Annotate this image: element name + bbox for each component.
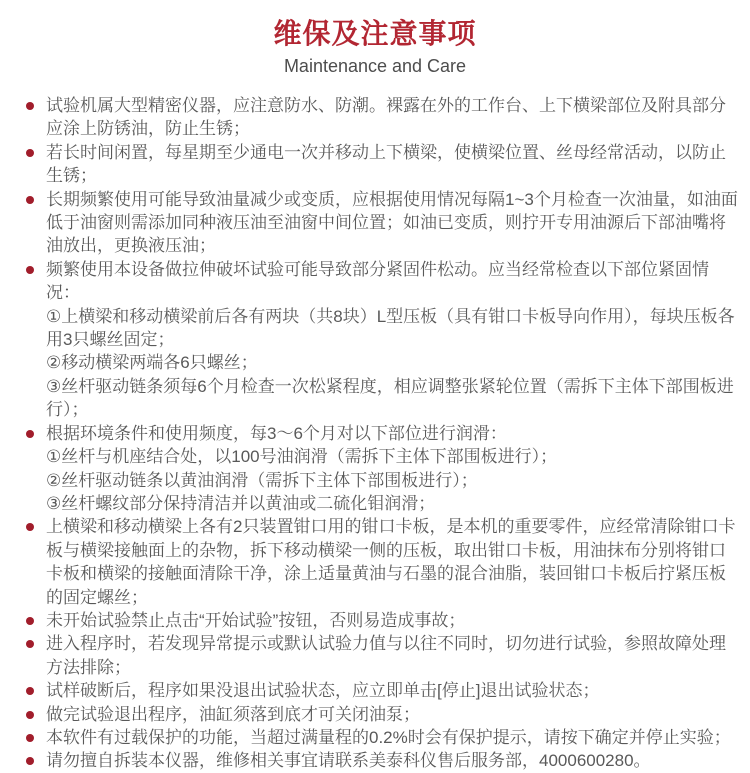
bullet-icon <box>26 617 34 625</box>
item-text <box>46 609 738 632</box>
page-subtitle: Maintenance and Care <box>283 56 467 76</box>
item-paragraph: ②移动横梁两端各6只螺丝； <box>46 353 258 373</box>
bullet-icon <box>26 757 34 765</box>
list-item <box>0 515 738 609</box>
item-text <box>46 94 738 141</box>
bullet-icon <box>26 430 34 438</box>
bullet-icon <box>26 687 34 695</box>
list-item <box>0 422 738 516</box>
item-paragraph: 频繁使用本设备做拉伸破坏试验可能导致部分紧固件松动。应当经常检查以下部位紧固情况： <box>46 259 709 303</box>
bullet-icon <box>26 102 34 110</box>
item-paragraph: 请勿擅自拆装本仪器，维修相关事宜请联系美泰科仪售后服务部，4000600280。 <box>46 751 651 771</box>
bullet-icon <box>26 266 34 274</box>
maintenance-list <box>0 94 750 773</box>
item-paragraph: ③丝杆驱动链条须每6个月检查一次松紧程度，相应调整张紧轮位置（需拆下主体下部围板进行）； <box>46 376 734 420</box>
item-text <box>46 515 738 609</box>
bullet-icon <box>26 734 34 742</box>
list-item <box>0 609 738 632</box>
item-text <box>46 703 738 726</box>
item-text <box>46 422 738 516</box>
item-paragraph: ①丝杆与机座结合处，以100号油润滑（需拆下主体下部围板进行）； <box>46 447 558 467</box>
item-paragraph: ①上横梁和移动横梁前后各有两块（共8块）L型压板（具有钳口卡板导向作用），每块压板各用3只螺丝固定； <box>46 306 735 350</box>
item-paragraph: 试验机属大型精密仪器，应注意防水、防潮。裸露在外的工作台、上下横梁部位及附具部分应涂上防锈油，防止生锈； <box>46 96 726 139</box>
list-item <box>0 94 738 141</box>
list-item <box>0 258 738 422</box>
page-title: 维保及注意事项 <box>273 18 477 49</box>
list-item <box>0 726 738 749</box>
item-paragraph: 进入程序时，若发现异常提示或默认试验力值与以往不同时，切勿进行试验，参照故障处理方法排除； <box>46 634 726 677</box>
item-paragraph: ③丝杆螺纹部分保持清洁并以黄油或二硫化钼润滑； <box>46 493 436 513</box>
item-text <box>46 749 738 772</box>
item-text <box>46 632 738 679</box>
list-item <box>0 749 738 772</box>
item-text <box>46 258 738 422</box>
item-text <box>46 679 738 702</box>
item-text <box>46 141 738 188</box>
bullet-icon <box>26 640 34 648</box>
bullet-icon <box>26 196 34 204</box>
item-paragraph: ②丝杆驱动链条以黄油润滑（需拆下主体下部围板进行）； <box>46 470 478 490</box>
item-paragraph: 若长时间闲置，每星期至少通电一次并移动上下横梁，使横梁位置、丝母经常活动，以防止生锈； <box>46 142 726 186</box>
item-paragraph: 试样破断后，程序如果没退出试验状态，应立即单击[停止]退出试验状态； <box>46 681 600 701</box>
item-paragraph: 根据环境条件和使用频度，每3～6个月对以下部位进行润滑： <box>46 423 507 443</box>
list-item <box>0 188 738 258</box>
item-text <box>46 726 738 749</box>
bullet-icon <box>26 149 34 157</box>
list-item <box>0 141 738 188</box>
item-text <box>46 188 738 258</box>
item-paragraph: 长期频繁使用可能导致油量减少或变质，应根据使用情况每隔1~3个月检查一次油量，如油面低于油窗则需添加同种液压油至油窗中间位置；如油已变质，则拧开专用油源后下部油嘴将油放出，更换液压油； <box>46 189 738 256</box>
bullet-icon <box>26 523 34 531</box>
bullet-icon <box>26 711 34 719</box>
item-paragraph: 上横梁和移动横梁上各有2只装置钳口用的钳口卡板，是本机的重要零件，应经常清除钳口卡板与横梁接触面上的杂物，拆下移动横梁一侧的压板，取出钳口卡板，用油抹布分别将钳口卡板和横梁的接触面清除干净，涂上适量黄油与石墨的混合油脂，装回钳口卡板后拧紧压板的固定螺丝； <box>46 517 736 607</box>
item-paragraph: 做完试验退出程序，油缸须落到底才可关闭油泵； <box>46 704 420 724</box>
list-item <box>0 703 738 726</box>
list-item <box>0 632 738 679</box>
item-paragraph: 本软件有过载保护的功能，当超过满量程的0.2%时会有保护提示，请按下确定并停止实验； <box>46 727 731 747</box>
page-header <box>0 0 750 78</box>
list-item <box>0 679 738 702</box>
item-paragraph: 未开始试验禁止点击“开始试验”按钮，否则易造成事故； <box>46 610 466 630</box>
